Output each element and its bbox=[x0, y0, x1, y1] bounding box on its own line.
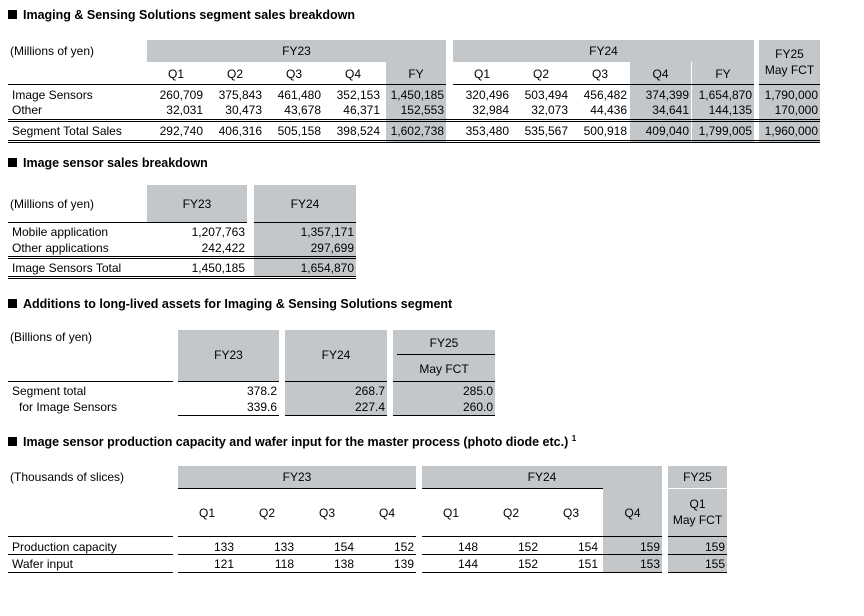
cell: 320,496 bbox=[465, 88, 509, 102]
row-rule bbox=[668, 554, 727, 555]
cell: 535,567 bbox=[524, 124, 568, 138]
bottom-rule bbox=[668, 572, 727, 573]
total-rule-bottom bbox=[8, 278, 356, 279]
cell: 339.6 bbox=[246, 400, 277, 414]
bullet-square-icon bbox=[8, 299, 17, 308]
fy23-q2-header: Q2 bbox=[226, 67, 243, 81]
header-rule bbox=[393, 381, 495, 382]
cell: 118 bbox=[274, 557, 294, 571]
fy24-header: FY24 bbox=[527, 470, 557, 484]
cell: 30,473 bbox=[225, 103, 262, 117]
fy24-q2-header: Q2 bbox=[502, 506, 519, 520]
section-title-image-sensor-sales: Image sensor sales breakdown bbox=[8, 156, 208, 170]
cell: 375,843 bbox=[218, 88, 262, 102]
cell: 152,553 bbox=[400, 103, 444, 117]
cell: 32,031 bbox=[166, 103, 203, 117]
row-rule bbox=[422, 554, 662, 555]
fy23-fy-header: FY bbox=[408, 67, 424, 81]
section-title-long-lived-assets: Additions to long-lived assets for Imaging & Sensing Solutions segment bbox=[8, 297, 452, 311]
cell: 139 bbox=[393, 557, 414, 571]
fy23-q3-header: Q3 bbox=[318, 506, 335, 520]
cell: 242,422 bbox=[201, 241, 245, 255]
bullet-square-icon bbox=[8, 10, 17, 19]
header-rule bbox=[178, 381, 279, 382]
cell: 170,000 bbox=[774, 103, 818, 117]
header-rule bbox=[453, 84, 754, 85]
row-rule bbox=[8, 554, 173, 555]
header-rule bbox=[668, 536, 727, 537]
header-rule bbox=[8, 222, 147, 223]
cell: 398,524 bbox=[336, 124, 380, 138]
bottom-rule bbox=[178, 572, 416, 573]
fy24-q1-header: Q1 bbox=[442, 506, 459, 520]
row-label-image-sensors: Image Sensors bbox=[12, 88, 93, 102]
fy25-header: FY25 bbox=[429, 336, 459, 350]
cell: 46,371 bbox=[343, 103, 380, 117]
cell: 1,654,870 bbox=[698, 88, 752, 102]
bottom-rule bbox=[8, 572, 173, 573]
cell: 1,799,005 bbox=[698, 124, 752, 138]
fy23-header: FY23 bbox=[182, 197, 212, 211]
bottom-rule bbox=[178, 415, 279, 416]
row-label-wafer-input: Wafer input bbox=[12, 557, 73, 571]
cell: 133 bbox=[273, 540, 294, 554]
unit-label: (Thousands of slices) bbox=[10, 470, 125, 484]
fy25-subheader: May FCT bbox=[764, 63, 815, 77]
row-label-segment-total: Segment total bbox=[12, 384, 87, 398]
cell: 500,918 bbox=[583, 124, 627, 138]
fy23-q1-header: Q1 bbox=[167, 67, 184, 81]
fy23-q2-header: Q2 bbox=[258, 506, 275, 520]
cell: 133 bbox=[213, 540, 234, 554]
cell: 461,480 bbox=[277, 88, 321, 102]
header-rule bbox=[8, 84, 147, 85]
cell: 138 bbox=[333, 557, 354, 571]
cell: 297,699 bbox=[310, 241, 354, 255]
fy23-header: FY23 bbox=[282, 470, 312, 484]
cell: 260.0 bbox=[462, 400, 493, 414]
cell: 505,158 bbox=[277, 124, 321, 138]
total-rule-top bbox=[8, 119, 820, 120]
row-rule bbox=[178, 554, 416, 555]
header-rule bbox=[147, 222, 247, 223]
cell: 144 bbox=[457, 557, 478, 571]
cell: 32,984 bbox=[472, 103, 509, 117]
cell: 374,399 bbox=[645, 88, 689, 102]
fy25-header: FY25 bbox=[683, 470, 712, 484]
cell: 44,436 bbox=[590, 103, 627, 117]
header-rule bbox=[422, 536, 662, 537]
cell: 154 bbox=[333, 540, 354, 554]
cell: 152 bbox=[393, 540, 414, 554]
bottom-rule bbox=[393, 415, 495, 416]
fy24-fy-header: FY bbox=[715, 67, 731, 81]
cell: 43,678 bbox=[284, 103, 321, 117]
cell: 406,316 bbox=[218, 124, 262, 138]
cell: 268.7 bbox=[354, 384, 385, 398]
cell: 409,040 bbox=[645, 124, 689, 138]
unit-label: (Millions of yen) bbox=[10, 44, 95, 58]
row-label-for-image-sensors: for Image Sensors bbox=[19, 400, 118, 414]
total-rule-bottom bbox=[8, 140, 820, 141]
row-label-other: Other bbox=[12, 103, 43, 117]
header-rule bbox=[422, 488, 603, 489]
fy25-divider bbox=[397, 354, 495, 355]
cell: 121 bbox=[213, 557, 234, 571]
cell: 1,357,171 bbox=[300, 225, 354, 239]
cell: 456,482 bbox=[583, 88, 627, 102]
section-title-production-capacity: Image sensor production capacity and wafer input for the master process (photo diode etc.) $^1$ bbox=[8, 434, 576, 449]
cell: 285.0 bbox=[462, 384, 493, 398]
fy23-header: FY23 bbox=[214, 348, 243, 362]
cell: 34,641 bbox=[652, 103, 689, 117]
fy25-q1-header: Q1 bbox=[689, 497, 706, 511]
fy23-q1-header: Q1 bbox=[198, 506, 215, 520]
row-label-image-sensors-total: Image Sensors Total bbox=[12, 261, 122, 275]
header-rule bbox=[8, 381, 173, 382]
cell: 227.4 bbox=[354, 400, 385, 414]
cell: 159 bbox=[704, 540, 725, 554]
row-label-other-apps: Other applications bbox=[12, 241, 109, 255]
cell: 503,494 bbox=[524, 88, 568, 102]
bottom-rule bbox=[285, 415, 387, 416]
cell: 352,153 bbox=[336, 88, 380, 102]
header-rule bbox=[254, 222, 356, 223]
fy23-q4-header: Q4 bbox=[378, 506, 395, 520]
header-rule bbox=[147, 84, 446, 85]
fy23-header: FY23 bbox=[282, 44, 311, 58]
cell: 1,654,870 bbox=[300, 261, 354, 275]
cell: 1,602,738 bbox=[390, 124, 444, 138]
cell: 32,073 bbox=[531, 103, 568, 117]
cell: 154 bbox=[577, 540, 598, 554]
row-label-mobile: Mobile application bbox=[12, 225, 109, 239]
cell: 152 bbox=[517, 557, 538, 571]
cell: 353,480 bbox=[465, 124, 509, 138]
bullet-square-icon bbox=[8, 158, 17, 167]
header-rule bbox=[285, 381, 387, 382]
cell: 159 bbox=[639, 540, 660, 554]
footnote-marker: 1 bbox=[571, 434, 577, 443]
section-title-segment-sales: Imaging & Sensing Solutions segment sales breakdown bbox=[8, 8, 355, 22]
row-label-segment-total: Segment Total Sales bbox=[12, 124, 122, 138]
bottom-rule bbox=[422, 572, 662, 573]
cell: 1,790,000 bbox=[764, 88, 818, 102]
row-label-production-capacity: Production capacity bbox=[12, 540, 117, 554]
cell: 1,450,185 bbox=[191, 261, 245, 275]
fy24-q3-header: Q3 bbox=[591, 67, 608, 81]
fy24-header: FY24 bbox=[321, 348, 351, 362]
fy24-q1-header: Q1 bbox=[473, 67, 490, 81]
cell: 153 bbox=[639, 557, 660, 571]
header-rule bbox=[759, 84, 820, 85]
fy24-q4-header: Q4 bbox=[652, 67, 669, 81]
fy25-subheader: May FCT bbox=[672, 513, 723, 527]
fy24-header: FY24 bbox=[290, 197, 320, 211]
fy23-q4-header: Q4 bbox=[344, 67, 361, 81]
unit-label: (Millions of yen) bbox=[10, 197, 95, 211]
fy24-q3-header: Q3 bbox=[562, 506, 579, 520]
fy24-q2-header: Q2 bbox=[532, 67, 549, 81]
fy24-q4-header: Q4 bbox=[624, 506, 641, 520]
total-rule-bottom bbox=[8, 276, 356, 277]
total-rule-bottom bbox=[8, 142, 820, 143]
unit-label: (Billions of yen) bbox=[10, 330, 93, 344]
cell: 152 bbox=[517, 540, 538, 554]
total-rule-top bbox=[8, 256, 356, 257]
cell: 148 bbox=[457, 540, 478, 554]
cell: 292,740 bbox=[159, 124, 203, 138]
cell: 144,135 bbox=[708, 103, 752, 117]
cell: 1,450,185 bbox=[390, 88, 444, 102]
fy25-header: FY25 bbox=[775, 47, 804, 61]
header-rule bbox=[178, 488, 416, 489]
header-rule bbox=[8, 536, 173, 537]
fy25-subheader: May FCT bbox=[419, 362, 469, 376]
cell: 1,207,763 bbox=[191, 225, 245, 239]
total-rule-top bbox=[8, 121, 820, 122]
cell: 151 bbox=[577, 557, 598, 571]
cell: 378.2 bbox=[246, 384, 277, 398]
cell: 155 bbox=[704, 557, 725, 571]
cell: 260,709 bbox=[159, 88, 203, 102]
bullet-square-icon bbox=[8, 437, 17, 446]
fy23-q3-header: Q3 bbox=[285, 67, 302, 81]
header-rule bbox=[178, 536, 416, 537]
fy24-header: FY24 bbox=[589, 44, 618, 58]
header-divider bbox=[670, 488, 725, 489]
total-rule-top bbox=[8, 258, 356, 259]
cell: 1,960,000 bbox=[764, 124, 818, 138]
